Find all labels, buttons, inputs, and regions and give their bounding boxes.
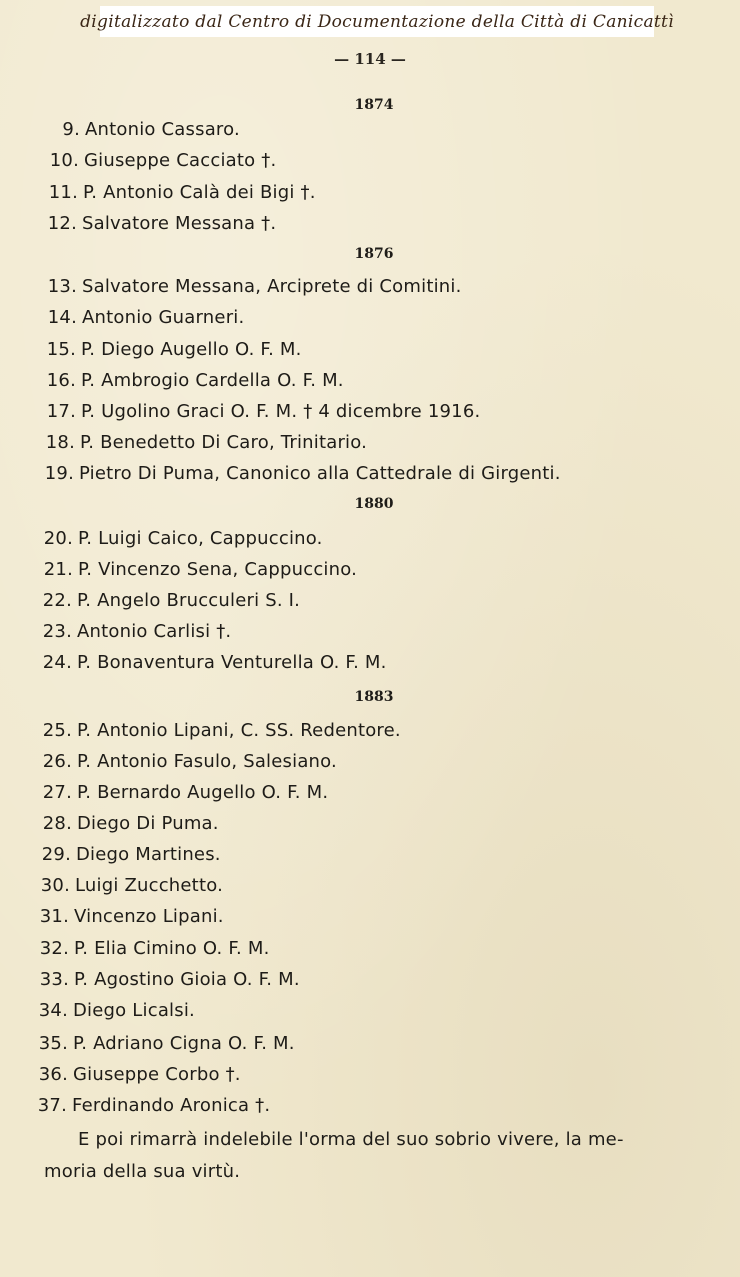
entry-number: 13.: [47, 276, 77, 297]
year-heading-1874: 1874: [354, 97, 394, 113]
entry-name: Antonio Cassaro.: [85, 119, 240, 140]
list-item: [37, 209, 276, 239]
entry-number: 34.: [38, 1000, 68, 1021]
entry-number: 29.: [41, 844, 71, 865]
entry-name: P. Ambrogio Cardella O. F. M.: [81, 370, 344, 391]
list-item: [40, 115, 240, 145]
entry-name: P. Luigi Caico, Cappuccino.: [78, 528, 323, 549]
entry-number: 21.: [43, 559, 73, 580]
entry-number: 36.: [38, 1064, 68, 1085]
list-item: [31, 840, 221, 870]
list-item: [29, 965, 300, 995]
entry-number: 19.: [44, 463, 74, 484]
list-item: [33, 555, 357, 585]
entry-name: P. Ugolino Graci O. F. M. † 4 dicembre 1916.: [81, 401, 481, 422]
entry-number: 24.: [42, 652, 72, 673]
entry-number: 28.: [42, 813, 72, 834]
entry-name: Diego Di Puma.: [77, 813, 219, 834]
entry-name: Vincenzo Lipani.: [74, 906, 224, 927]
list-item: [36, 366, 344, 396]
list-item: [37, 272, 462, 302]
entry-name: Luigi Zucchetto.: [75, 875, 224, 896]
entry-name: P. Benedetto Di Caro, Trinitario.: [80, 432, 368, 453]
entry-name: P. Antonio Calà dei Bigi †.: [83, 182, 316, 203]
list-item: [37, 303, 244, 333]
list-item: [32, 617, 231, 647]
list-item: [33, 524, 323, 554]
entry-name: Antonio Guarneri.: [82, 307, 245, 328]
entry-name: Giuseppe Corbo †.: [73, 1064, 241, 1085]
entry-number: 22.: [42, 590, 72, 611]
closing-paragraph-line-2: moria della sua virtù.: [44, 1161, 241, 1182]
entry-number: 33.: [39, 969, 69, 990]
entry-name: Pietro Di Puma, Canonico alla Cattedrale di Girgenti.: [79, 463, 561, 484]
entry-number: 27.: [42, 782, 72, 803]
list-item: [28, 1060, 241, 1090]
year-heading-1880: 1880: [354, 496, 394, 512]
entry-name: P. Antonio Fasulo, Salesiano.: [77, 751, 337, 772]
entry-name: P. Diego Augello O. F. M.: [81, 339, 302, 360]
list-item: [36, 335, 302, 365]
entry-name: Ferdinando Aronica †.: [72, 1095, 271, 1116]
entry-number: 37.: [37, 1095, 67, 1116]
list-item: [35, 428, 367, 458]
list-item: [32, 809, 219, 839]
list-item: [39, 146, 276, 176]
list-item: [28, 996, 195, 1026]
entry-number: 9.: [62, 119, 80, 140]
list-item: [32, 747, 337, 777]
entry-number: 12.: [47, 213, 77, 234]
entry-number: 35.: [38, 1033, 68, 1054]
entry-name: P. Bonaventura Venturella O. F. M.: [77, 652, 387, 673]
list-item: [29, 902, 224, 932]
entry-name: Diego Licalsi.: [73, 1000, 195, 1021]
entry-number: 16.: [46, 370, 76, 391]
entry-number: 10.: [49, 150, 79, 171]
list-item: [27, 1091, 270, 1121]
list-item: [30, 871, 223, 901]
digitization-watermark-banner: digitalizzato dal Centro di Documentazione della Città di Canicattì: [100, 6, 654, 37]
entry-name: P. Antonio Lipani, C. SS. Redentore.: [77, 720, 401, 741]
entry-name: P. Adriano Cigna O. F. M.: [73, 1033, 295, 1054]
entry-number: 31.: [39, 906, 69, 927]
entry-name: P. Agostino Gioia O. F. M.: [74, 969, 300, 990]
entry-number: 30.: [40, 875, 70, 896]
entry-number: 20.: [43, 528, 73, 549]
entry-number: 15.: [46, 339, 76, 360]
entry-number: 23.: [42, 621, 72, 642]
entry-name: Salvatore Messana, Arciprete di Comitini.: [82, 276, 462, 297]
entry-number: 32.: [39, 938, 69, 959]
entry-name: Salvatore Messana †.: [82, 213, 277, 234]
entry-number: 17.: [46, 401, 76, 422]
entry-name: P. Elia Cimino O. F. M.: [74, 938, 270, 959]
entry-name: P. Angelo Brucculeri S. I.: [77, 590, 301, 611]
list-item: [36, 397, 480, 427]
entry-name: P. Bernardo Augello O. F. M.: [77, 782, 329, 803]
list-item: [28, 1029, 295, 1059]
list-item: [34, 459, 561, 489]
entry-name: Diego Martines.: [76, 844, 221, 865]
list-item: [32, 586, 300, 616]
list-item: [32, 778, 328, 808]
entry-number: 26.: [42, 751, 72, 772]
list-item: [38, 178, 316, 208]
list-item: [32, 648, 387, 678]
closing-paragraph-line-1: E poi rimarrà indelebile l'orma del suo sobrio vivere, la me-: [78, 1129, 624, 1150]
entry-number: 18.: [45, 432, 75, 453]
entry-name: P. Vincenzo Sena, Cappuccino.: [78, 559, 358, 580]
list-item: [29, 934, 270, 964]
entry-name: Giuseppe Cacciato †.: [84, 150, 277, 171]
page-number: — 114 —: [334, 50, 406, 68]
year-heading-1883: 1883: [354, 689, 394, 705]
entry-number: 25.: [42, 720, 72, 741]
entry-number: 14.: [47, 307, 77, 328]
year-heading-1876: 1876: [354, 246, 394, 262]
list-item: [32, 716, 401, 746]
entry-number: 11.: [48, 182, 78, 203]
entry-name: Antonio Carlisi †.: [77, 621, 232, 642]
